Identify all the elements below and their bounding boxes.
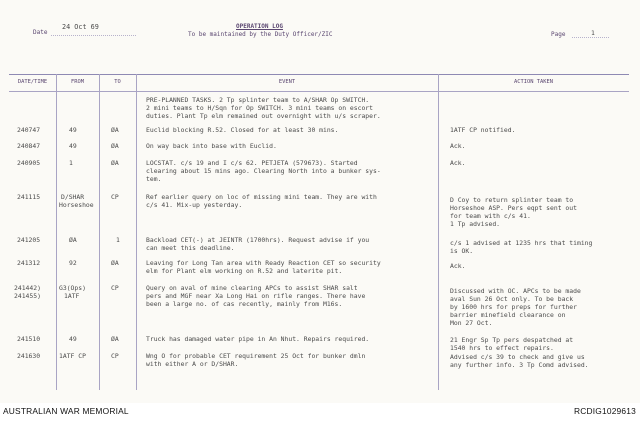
column-divider: [438, 74, 439, 390]
event-line: Wng O for probable CET requirement 25 Oct for bunker dmln: [146, 352, 366, 360]
action-line: aval Sun 26 Oct only. To be back: [450, 295, 574, 303]
row-to: CP: [111, 193, 119, 201]
table-top-rule: [9, 74, 629, 75]
column-divider: [136, 74, 137, 390]
action-line: D Coy to return splinter team to: [450, 196, 574, 204]
row-to: ØA: [111, 159, 119, 167]
table-header-rule: [9, 91, 629, 92]
row-from: ØA: [69, 236, 77, 244]
row-time: 241455): [14, 292, 41, 300]
row-from: 49: [69, 126, 77, 134]
date-value: 24 Oct 69: [62, 23, 99, 31]
action-line: Horseshoe ASP. Pers eqpt sent out: [450, 204, 577, 212]
action-line: c/s 1 advised at 1235 hrs that timing: [450, 239, 593, 247]
row-to: ØA: [111, 335, 119, 343]
event-line: duties. Plant Tp elm remained out overnight with u/s scraper.: [146, 112, 381, 120]
page-value: 1: [591, 29, 595, 37]
log-title: OPERATION LOG: [236, 23, 283, 30]
row-time: 241312: [17, 259, 41, 267]
event-line: clearing about 15 mins ago. Clearing North into a bunker sys-: [146, 167, 381, 175]
row-from: G3(Ops): [59, 284, 86, 292]
action-line: Ack.: [450, 142, 466, 150]
event-line: can meet this deadline.: [146, 244, 235, 252]
row-to: CP: [111, 352, 119, 360]
action-line: Ack.: [450, 159, 466, 167]
row-from: D/SHAR: [61, 193, 85, 201]
row-to: ØA: [111, 142, 119, 150]
event-line: Backload CET(-) at JEINTR (1700hrs). Request advise if you: [146, 236, 370, 244]
action-line: is OK.: [450, 247, 474, 255]
column-header-datetime: DATE/TIME: [17, 79, 48, 85]
event-line: LOCSTAT. c/s 19 and I c/s 62. PETJETA (579673). Started: [146, 159, 358, 167]
event-line: Query on aval of mine clearing APCs to assist SHAR salt: [146, 284, 358, 292]
log-subtitle: To be maintained by the Duty Officer/ZIC: [188, 31, 333, 38]
action-line: 1540 hrs to effect repairs.: [450, 344, 554, 352]
row-to: ØA: [111, 126, 119, 134]
event-line: been a large no. of cas recently, mainly from M16s.: [146, 300, 343, 308]
event-line: tem.: [146, 175, 162, 183]
event-line: c/s 41. Mix-up yesterday.: [146, 201, 243, 209]
row-from: Horseshoe: [59, 201, 94, 209]
date-dotted-line: [51, 35, 136, 36]
event-line: elm for Plant elm working on R.52 and laterite pit.: [146, 267, 343, 275]
row-from: 49: [69, 335, 77, 343]
event-line: Leaving for Long Tan area with Ready Reaction CET so security: [146, 259, 381, 267]
action-line: 1 Tp advised.: [450, 220, 501, 228]
row-from: 92: [69, 259, 77, 267]
event-line: Ref earlier query on loc of missing mini team. They are with: [146, 193, 377, 201]
column-header-action: ACTION TAKEN: [514, 79, 553, 85]
action-line: Advised c/s 39 to check and give us: [450, 353, 585, 361]
action-line: by 1600 hrs for preps for further: [450, 303, 577, 311]
row-time: 240747: [17, 126, 41, 134]
action-line: Mon 27 Oct.: [450, 319, 493, 327]
action-line: Discussed with OC. APCs to be made: [450, 287, 581, 295]
row-time: 240847: [17, 142, 41, 150]
row-from: 1ATF: [64, 292, 80, 300]
row-to: ØA: [111, 259, 119, 267]
event-line: On way back into base with Euclid.: [146, 142, 277, 150]
action-line: barrier minefield clearance on: [450, 311, 566, 319]
row-time: 240905: [17, 159, 41, 167]
action-line: 1ATF CP notified.: [450, 126, 516, 134]
action-line: Ack.: [450, 262, 466, 270]
row-time: 241115: [17, 193, 41, 201]
column-divider: [56, 74, 57, 390]
row-from: 49: [69, 142, 77, 150]
row-from: 1: [69, 159, 73, 167]
event-line: Euclid blocking R.52. Closed for at least 30 mins.: [146, 126, 339, 134]
footer-archive-credit: AUSTRALIAN WAR MEMORIAL: [3, 406, 129, 416]
event-line: with either A or D/SHAR.: [146, 360, 239, 368]
column-header-event: EVENT: [278, 79, 296, 85]
page-label: Page: [551, 31, 566, 38]
event-line: Truck has damaged water pipe in An Nhut. Repairs required.: [146, 335, 370, 343]
event-line: PRE-PLANNED TASKS. 2 Tp splinter team to A/SHAR Op SWITCH.: [146, 96, 370, 104]
action-line: any further info. 3 Tp Comd advised.: [450, 361, 589, 369]
column-header-to: TO: [114, 79, 121, 85]
row-time: 241442): [14, 284, 41, 292]
event-line: 2 mini teams to H/Sqn for Op SWITCH. 3 mini teams on escort: [146, 104, 374, 112]
row-time: 241630: [17, 352, 41, 360]
date-label: Date: [33, 29, 48, 36]
row-to: 1: [116, 236, 120, 244]
footer-record-id: RCDIG1029613: [574, 406, 636, 416]
event-line: pers and MGF near Xa Long Hai on rifle ranges. There have: [146, 292, 366, 300]
row-from: 1ATF CP: [59, 352, 86, 360]
row-time: 241510: [17, 335, 41, 343]
action-line: 21 Engr Sp Tp pers despatched at: [450, 336, 574, 344]
row-to: CP: [111, 284, 119, 292]
action-line: for team with c/s 41.: [450, 212, 531, 220]
column-divider: [99, 74, 100, 390]
row-time: 241205: [17, 236, 41, 244]
column-header-from: FROM: [71, 79, 84, 85]
